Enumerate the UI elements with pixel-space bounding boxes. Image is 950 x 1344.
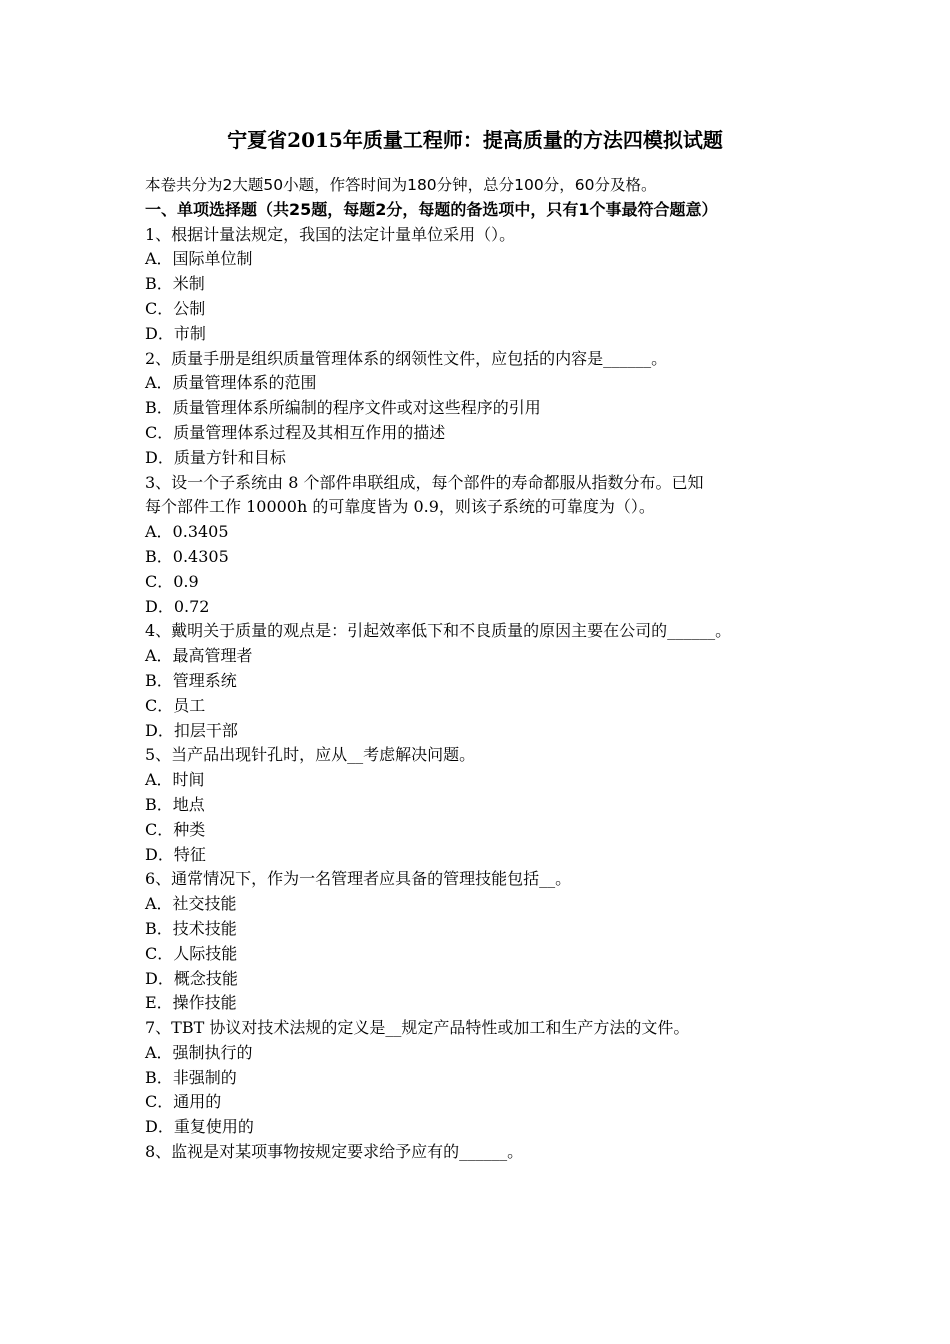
- question-stem: 6、通常情况下，作为一名管理者应具备的管理技能包括__。: [145, 869, 572, 889]
- answer-option: A．最高管理者: [145, 646, 253, 666]
- answer-option: A．强制执行的: [145, 1042, 253, 1062]
- answer-option: B．地点: [145, 794, 205, 814]
- question-8: [145, 1140, 825, 1165]
- answer-option: E．操作技能: [145, 993, 237, 1013]
- answer-option: D．0.72: [145, 596, 210, 616]
- answer-option: C．通用的: [145, 1092, 222, 1112]
- answer-option: C．员工: [145, 695, 206, 715]
- answer-option: B．0.4305: [145, 546, 229, 566]
- question-stem: 7、TBT 协议对技术法规的定义是__规定产品特性或加工和生产方法的文件。: [145, 1018, 690, 1038]
- exam-intro: 本卷共分为2大题50小题，作答时间为180分钟，总分100分，60分及格。: [145, 176, 657, 194]
- answer-option: C．质量管理体系过程及其相互作用的描述: [145, 422, 446, 442]
- answer-option: C．人际技能: [145, 943, 238, 963]
- answer-option: A．0.3405: [145, 522, 229, 542]
- answer-option: C．0.9: [145, 571, 199, 591]
- answer-option: B．技术技能: [145, 918, 237, 938]
- answer-option: C．公制: [145, 298, 206, 318]
- answer-option: D．重复使用的: [145, 1117, 254, 1137]
- document-body: [145, 173, 825, 1165]
- question-stem: 1、根据计量法规定，我国的法定计量单位采用（）。: [145, 224, 516, 244]
- question-stem-line: 3、设一个子系统由 8 个部件串联组成，每个部件的寿命都服从指数分布。已知: [145, 472, 704, 492]
- question-stem: 8、监视是对某项事物按规定要求给予应有的______。: [145, 1142, 524, 1162]
- answer-option: A．时间: [145, 770, 205, 790]
- question-stem-line: 每个部件工作 10000h 的可靠度皆为 0.9，则该子系统的可靠度为（）。: [145, 497, 655, 517]
- answer-option: C．种类: [145, 819, 206, 839]
- question-stem: 2、质量手册是组织质量管理体系的纲领性文件，应包括的内容是______。: [145, 348, 668, 368]
- answer-option: D．概念技能: [145, 968, 238, 988]
- question-stem: 4、戴明关于质量的观点是：引起效率低下和不良质量的原因主要在公司的______。: [145, 621, 732, 641]
- answer-option: A．社交技能: [145, 894, 237, 914]
- answer-option: D．扣层干部: [145, 720, 238, 740]
- answer-option: A．质量管理体系的范围: [145, 373, 317, 393]
- question-stem: 5、当产品出现针孔时，应从__考虑解决问题。: [145, 745, 476, 765]
- document-title: 宁夏省2015年质量工程师：提高质量的方法四模拟试题: [227, 128, 723, 152]
- section-heading: 一、单项选择题（共25题，每题2分，每题的备选项中，只有1个事最符合题意）: [145, 199, 718, 219]
- question-1: [145, 223, 825, 347]
- answer-option: B．管理系统: [145, 670, 237, 690]
- answer-option: B．米制: [145, 274, 205, 294]
- question-6: [145, 867, 825, 1016]
- answer-option: D．特征: [145, 844, 206, 864]
- question-5: [145, 743, 825, 867]
- question-2: [145, 347, 825, 471]
- question-7: [145, 1016, 825, 1140]
- question-3: [145, 471, 825, 620]
- answer-option: B．质量管理体系所编制的程序文件或对这些程序的引用: [145, 398, 541, 418]
- answer-option: A．国际单位制: [145, 249, 253, 269]
- question-4: [145, 619, 825, 743]
- answer-option: D．质量方针和目标: [145, 447, 286, 467]
- answer-option: B．非强制的: [145, 1067, 237, 1087]
- answer-option: D．市制: [145, 323, 206, 343]
